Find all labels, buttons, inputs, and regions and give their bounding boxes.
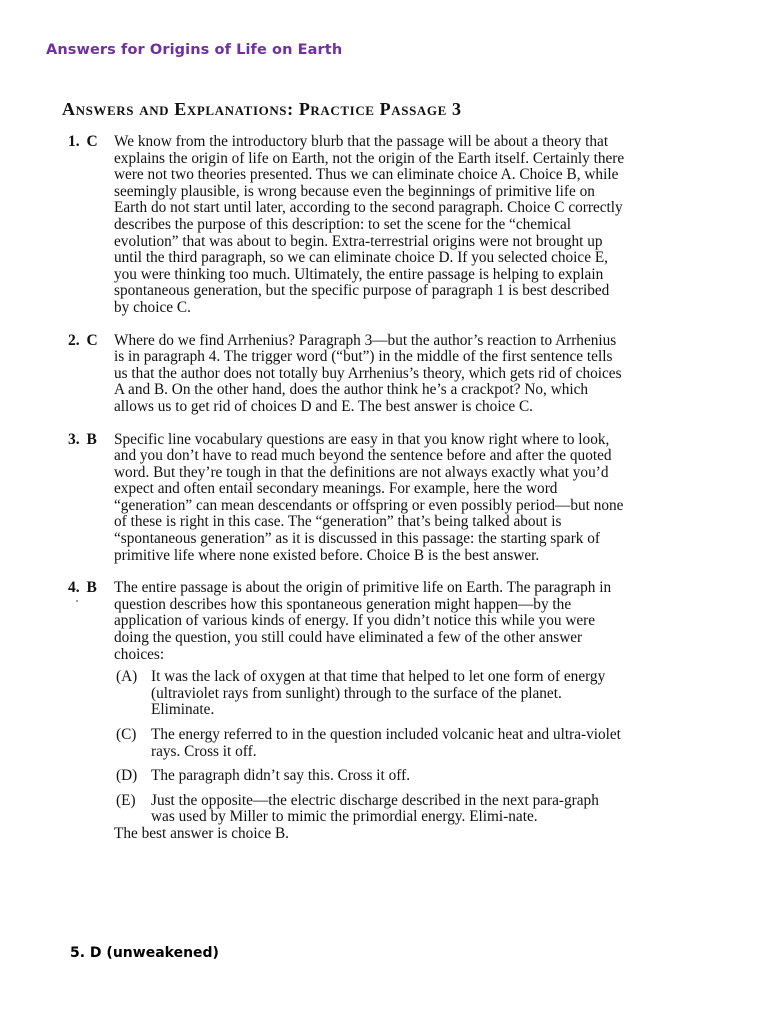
document-title: Answers for Origins of Life on Earth [46, 42, 343, 58]
answer-explanation [114, 333, 626, 416]
choice-text: It was the lack of oxygen at that time that helped to let one form of energy (ultraviolet rays from sunlight) through to the surface of the planet. Eliminate. [151, 668, 606, 719]
answer-item [60, 134, 640, 317]
answer-label: 4. B [68, 579, 97, 597]
choice-letter: (A) [116, 668, 138, 686]
choice-text: Just the opposite—the electric discharge described in the next para-graph was used by Miller to mimic the primordial energy. Elimi-nate. [151, 791, 599, 826]
explanation-text: The entire passage is about the origin of primitive life on Earth. The paragraph in question describes how this spontaneous generation might happen—by the application of various kinds of energy. If you didn’t notice this while you were doing the question, you still could have eliminated a few of the other answer choices: [114, 579, 612, 663]
best-answer-line: The best answer is choice B. [114, 824, 290, 842]
answer-item [60, 432, 640, 565]
scanned-answer-page [60, 98, 640, 859]
choice-item [114, 768, 626, 785]
answer-explanation [114, 580, 626, 842]
choice-letter: (D) [116, 767, 138, 785]
answer-explanation [114, 432, 626, 565]
explanation-text: Specific line vocabulary questions are easy in that you know right where to look, and you don’t have to read much beyond the sentence before and after the quoted word. But they’re tough in that the definitions are not always exactly what you’d expect and often entail secondary meanings. For example, here the word “generation” can mean descendants or offspring or even possibly period—but none of these is right in this case. The “generation” that’s being talked about is “spontaneous generation” as it is discussed in this passage: the starting spark of primitive life where none existed before. Choice B is the best answer. [114, 430, 624, 564]
choice-text: The paragraph didn’t say this. Cross it off. [151, 767, 411, 785]
answer-label: 1. C [68, 133, 98, 150]
answer-explanation [114, 134, 626, 317]
answer-item [60, 580, 640, 842]
explanation-text: We know from the introductory blurb that the passage will be about a theory that explains the origin of life on Earth, not the origin of the Earth itself. Certainly there were not two theories presented. Thus we can eliminate choice A. Choice B, while seemingly plausible, is wrong because even the beginnings of primitive life on Earth do not start until later, according to the second paragraph. Choice C correctly describes the purpose of this description: to set the scene for the “chemical evolution” that was about to begin. Extra-terrestrial origins were not brought up until the third paragraph, so we can eliminate choice D. If you selected choice E, you were thinking too much. Ultimately, the entire passage is helping to explain spontaneous generation, but the specific purpose of paragraph 1 is best described by choice C. [114, 133, 625, 316]
answer-label: 3. B [68, 430, 97, 448]
section-heading: Answers and Explanations: Practice Passage 3 [62, 99, 462, 119]
choice-item [114, 669, 626, 719]
explanation-text: Where do we find Arrhenius? Paragraph 3—but the author’s reaction to Arrhenius is in paragraph 4. The trigger word (“but”) in the middle of the first sentence tells us that the author does not totally buy Arrhenius’s theory, which gets rid of choices A and B. On the other hand, does the author think he’s a crackpot? No, which allows us to get rid of choices D and E. The best answer is choice C. [114, 331, 622, 415]
choice-text: The energy referred to in the question included volcanic heat and ultra-violet rays. Cross it off. [151, 726, 621, 760]
choice-item [114, 793, 626, 826]
choice-letter: (E) [116, 791, 136, 809]
next-answer-heading: 5. D (unweakened) [70, 945, 219, 961]
choice-letter: (C) [116, 726, 137, 743]
answer-label: 2. C [68, 331, 98, 349]
scan-speck [76, 600, 78, 602]
answer-item [60, 333, 640, 416]
choice-item [114, 727, 626, 760]
